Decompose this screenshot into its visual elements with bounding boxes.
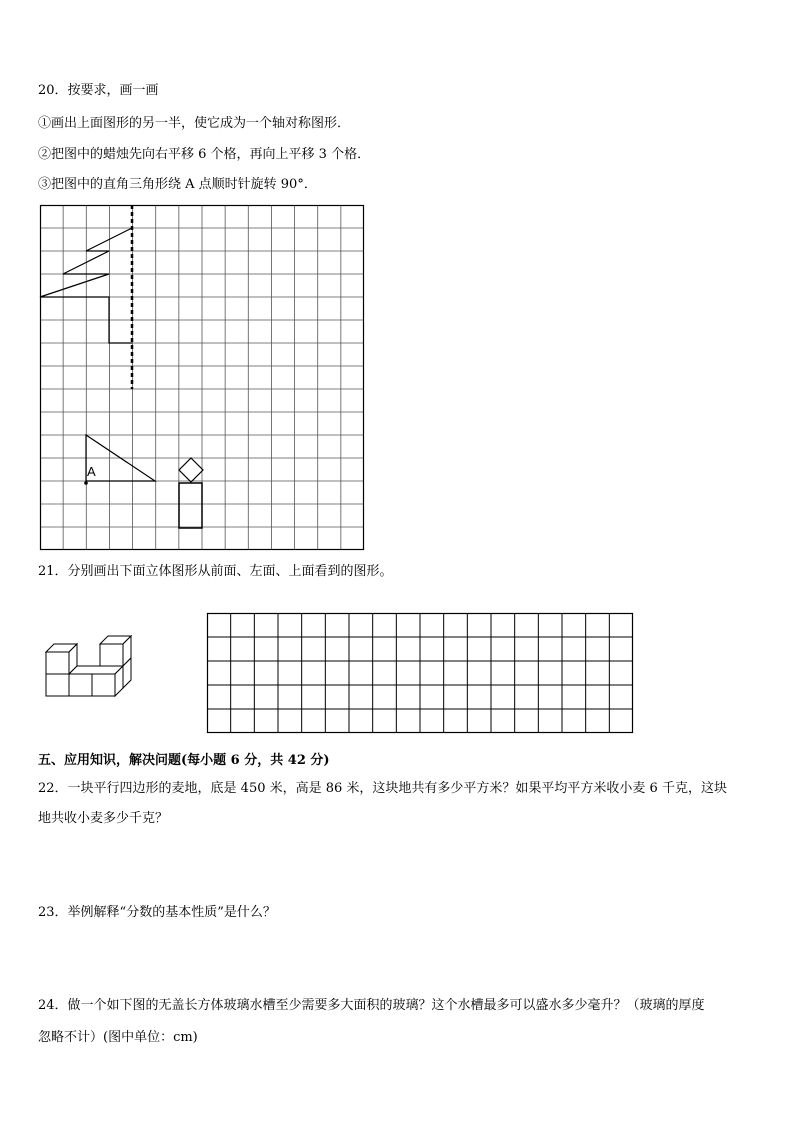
point-a-label: A xyxy=(87,464,96,479)
point-a-dot xyxy=(84,481,88,485)
candle-body xyxy=(179,483,202,528)
q24-line-1: 24．做一个如下图的无盖长方体玻璃水槽至少需要多大面积的玻璃？这个水槽最多可以盛水多少毫升？（玻璃的厚度 xyxy=(38,998,705,1013)
q20-grid-figure xyxy=(40,205,365,551)
q24-line-2: 忽略不计）(图中单位：cm) xyxy=(38,1030,198,1045)
q22-line-2: 地共收小麦多少千克？ xyxy=(38,811,169,826)
q21-title: 21．分别画出下面立体图形从前面、左面、上面看到的图形。 xyxy=(38,564,393,579)
q20-step-3: ③把图中的直角三角形绕 A 点顺时针旋转 90°． xyxy=(38,177,317,192)
q20-step-2: ②把图中的蜡烛先向右平移 6 个格，再向上平移 3 个格． xyxy=(38,147,371,162)
q20-step-1: ①画出上面图形的另一半，使它成为一个轴对称图形． xyxy=(38,116,351,131)
section-5-heading: 五、应用知识，解决问题(每小题 6 分，共 42 分) xyxy=(38,753,330,768)
q22-line-1: 22．一块平行四边形的麦地，底是 450 米，高是 86 米，这块地共有多少平方米？如果平均平方米收小麦 6 千克，这块 xyxy=(38,781,727,796)
q20-title: 20．按要求，画一画 xyxy=(38,83,159,98)
candle-flame xyxy=(179,458,203,482)
cube-solid-figure xyxy=(46,636,136,704)
q23-text: 23．举例解释“分数的基本性质”是什么？ xyxy=(38,905,276,920)
q21-answer-grid xyxy=(207,613,634,734)
